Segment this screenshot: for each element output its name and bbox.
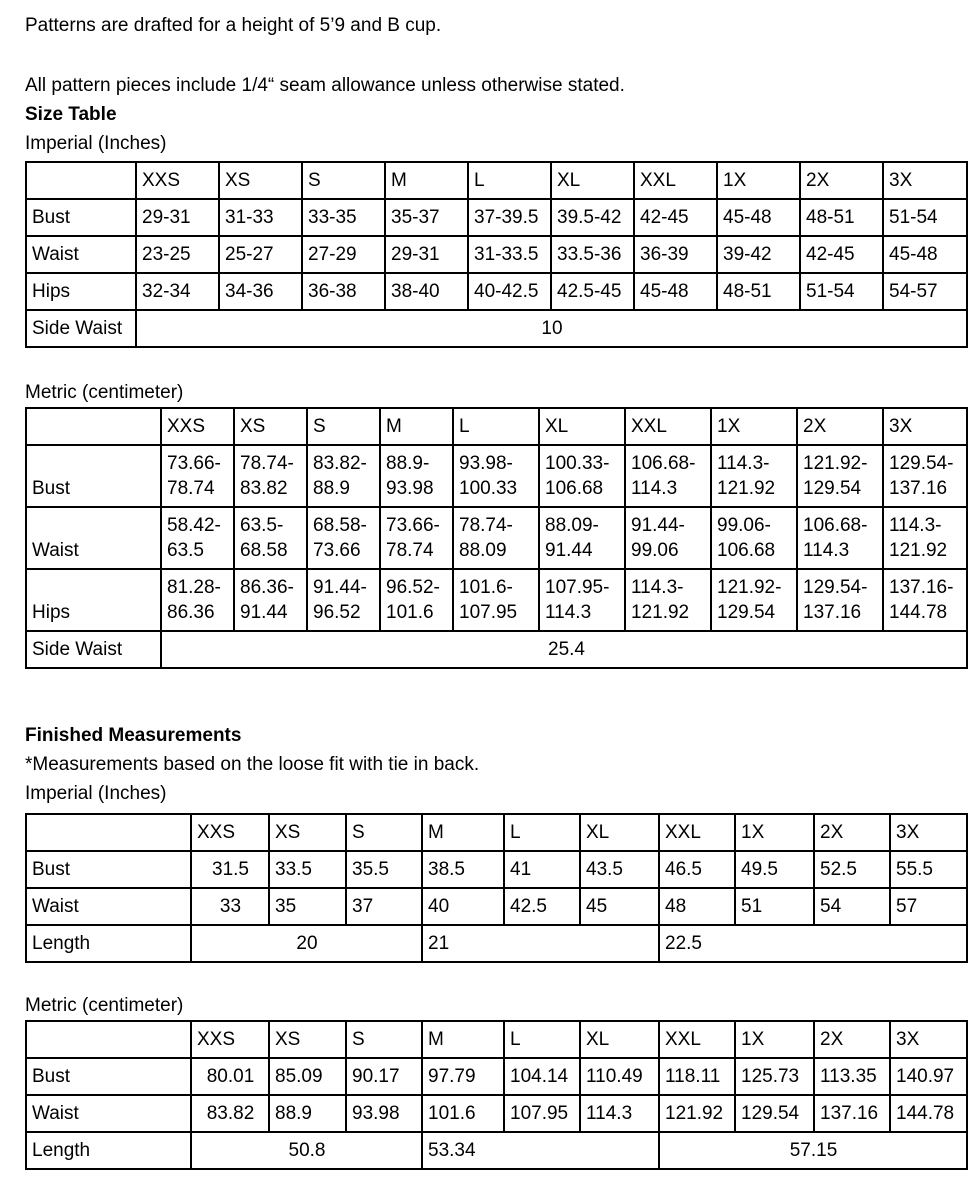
length-value-cell: 50.8	[191, 1132, 422, 1169]
measurement-cell: 37	[346, 888, 422, 925]
finished-imperial-unit-label: Imperial (Inches)	[25, 783, 167, 804]
measurement-cell: 25-27	[219, 236, 302, 273]
measurement-cell: 81.28-86.36	[161, 569, 234, 631]
measurement-cell: 45-48	[883, 236, 967, 273]
measurement-cell: 118.11	[659, 1058, 735, 1095]
measurement-cell: 114.3-121.92	[883, 507, 967, 569]
bust-row	[26, 445, 967, 507]
measurement-cell: 137.16	[814, 1095, 890, 1132]
waist-row	[26, 1095, 967, 1132]
measurement-cell: 48-51	[717, 273, 800, 310]
measurement-cell: 68.58-73.66	[307, 507, 380, 569]
size-header-row	[26, 814, 967, 851]
measurement-cell: 58.42-63.5	[161, 507, 234, 569]
measurement-cell: 100.33-106.68	[539, 445, 625, 507]
measurement-cell: 93.98-100.33	[453, 445, 539, 507]
row-label: Length	[26, 1132, 191, 1169]
waist-row	[26, 236, 967, 273]
measurement-cell: 31.5	[191, 851, 269, 888]
measurement-cell: 93.98	[346, 1095, 422, 1132]
measurement-cell: 55.5	[890, 851, 967, 888]
measurement-cell: 88.9-93.98	[380, 445, 453, 507]
hips-row	[26, 569, 967, 631]
measurement-cell: 101.6	[422, 1095, 504, 1132]
corner-cell	[26, 814, 191, 851]
measurement-cell: 23-25	[136, 236, 219, 273]
measurement-cell: 104.14	[504, 1058, 580, 1095]
length-value-cell: 21	[422, 925, 659, 962]
size-column-header: XXS	[191, 1021, 269, 1058]
measurement-cell: 37-39.5	[468, 199, 551, 236]
measurement-cell: 35-37	[385, 199, 468, 236]
measurement-cell: 78.74-83.82	[234, 445, 307, 507]
measurement-cell: 114.3	[580, 1095, 659, 1132]
measurement-cell: 54	[814, 888, 890, 925]
measurement-cell: 45-48	[634, 273, 717, 310]
row-label: Hips	[26, 273, 136, 310]
row-label: Bust	[26, 199, 136, 236]
measurement-cell: 97.79	[422, 1058, 504, 1095]
measurement-cell: 33	[191, 888, 269, 925]
length-value-cell: 57.15	[659, 1132, 967, 1169]
row-label: Side Waist	[26, 631, 161, 668]
measurement-cell: 113.35	[814, 1058, 890, 1095]
measurement-cell: 48	[659, 888, 735, 925]
measurement-cell: 51	[735, 888, 814, 925]
measurement-cell: 29-31	[385, 236, 468, 273]
size-column-header: 2X	[797, 408, 883, 445]
measurement-cell: 48-51	[800, 199, 883, 236]
size-column-header: XXL	[659, 814, 735, 851]
size-column-header: 2X	[800, 162, 883, 199]
measurement-cell: 78.74-88.09	[453, 507, 539, 569]
size-column-header: L	[504, 1021, 580, 1058]
size-column-header: 1X	[711, 408, 797, 445]
size-column-header: XXL	[659, 1021, 735, 1058]
measurement-cell: 83.82	[191, 1095, 269, 1132]
measurement-cell: 121.92-129.54	[711, 569, 797, 631]
size-column-header: M	[380, 408, 453, 445]
measurement-cell: 40	[422, 888, 504, 925]
measurement-cell: 129.54	[735, 1095, 814, 1132]
finished-measurements-imperial	[25, 813, 968, 963]
measurement-cell: 140.97	[890, 1058, 967, 1095]
side-waist-value-cell: 25.4	[161, 631, 967, 668]
corner-cell	[26, 162, 136, 199]
size-column-header: 2X	[814, 1021, 890, 1058]
size-column-header: XL	[539, 408, 625, 445]
measurement-cell: 27-29	[302, 236, 385, 273]
size-column-header: XXS	[136, 162, 219, 199]
side-waist-row	[26, 310, 967, 347]
measurement-cell: 38.5	[422, 851, 504, 888]
measurement-cell: 36-38	[302, 273, 385, 310]
measurement-cell: 33-35	[302, 199, 385, 236]
waist-row	[26, 888, 967, 925]
measurement-cell: 106.68-114.3	[797, 507, 883, 569]
row-label: Waist	[26, 1095, 191, 1132]
length-value-cell: 53.34	[422, 1132, 659, 1169]
size-column-header: XL	[551, 162, 634, 199]
measurement-cell: 39-42	[717, 236, 800, 273]
length-value-cell: 22.5	[659, 925, 967, 962]
size-column-header: S	[346, 814, 422, 851]
size-column-header: XL	[580, 1021, 659, 1058]
size-column-header: S	[346, 1021, 422, 1058]
size-table-imperial-unit-label: Imperial (Inches)	[25, 133, 167, 154]
bust-row	[26, 1058, 967, 1095]
measurement-cell: 106.68-114.3	[625, 445, 711, 507]
measurement-cell: 107.95-114.3	[539, 569, 625, 631]
finished-measurements-note: *Measurements based on the loose fit with tie in back.	[25, 754, 480, 775]
size-column-header: XS	[234, 408, 307, 445]
size-column-header: XS	[219, 162, 302, 199]
bust-row	[26, 199, 967, 236]
size-header-row	[26, 1021, 967, 1058]
side-waist-row	[26, 631, 967, 668]
measurement-cell: 51-54	[883, 199, 967, 236]
size-column-header: XXS	[161, 408, 234, 445]
intro-line-1: Patterns are drafted for a height of 5’9 and B cup.	[25, 15, 442, 36]
finished-measurements-metric	[25, 1020, 968, 1170]
size-column-header: 1X	[735, 1021, 814, 1058]
size-header-row	[26, 408, 967, 445]
measurement-cell: 42.5-45	[551, 273, 634, 310]
measurement-cell: 91.44-99.06	[625, 507, 711, 569]
measurement-cell: 80.01	[191, 1058, 269, 1095]
corner-cell	[26, 408, 161, 445]
measurement-cell: 42-45	[800, 236, 883, 273]
measurement-cell: 35	[269, 888, 346, 925]
measurement-cell: 73.66-78.74	[380, 507, 453, 569]
measurement-cell: 40-42.5	[468, 273, 551, 310]
measurement-cell: 96.52-101.6	[380, 569, 453, 631]
measurement-cell: 99.06-106.68	[711, 507, 797, 569]
row-label: Waist	[26, 888, 191, 925]
measurement-cell: 45-48	[717, 199, 800, 236]
row-label: Length	[26, 925, 191, 962]
measurement-cell: 101.6-107.95	[453, 569, 539, 631]
measurement-cell: 114.3-121.92	[711, 445, 797, 507]
size-column-header: 1X	[735, 814, 814, 851]
waist-row	[26, 507, 967, 569]
measurement-cell: 54-57	[883, 273, 967, 310]
measurement-cell: 107.95	[504, 1095, 580, 1132]
size-column-header: M	[422, 814, 504, 851]
measurement-cell: 86.36-91.44	[234, 569, 307, 631]
size-header-row	[26, 162, 967, 199]
measurement-cell: 33.5	[269, 851, 346, 888]
size-table-imperial	[25, 161, 968, 348]
intro-line-2: All pattern pieces include 1/4“ seam allowance unless otherwise stated.	[25, 75, 625, 96]
measurement-cell: 31-33	[219, 199, 302, 236]
measurement-cell: 121.92	[659, 1095, 735, 1132]
measurement-cell: 57	[890, 888, 967, 925]
measurement-cell: 38-40	[385, 273, 468, 310]
measurement-cell: 39.5-42	[551, 199, 634, 236]
measurement-cell: 125.73	[735, 1058, 814, 1095]
size-column-header: 3X	[883, 162, 967, 199]
size-column-header: XXS	[191, 814, 269, 851]
size-column-header: XL	[580, 814, 659, 851]
size-column-header: S	[302, 162, 385, 199]
size-column-header: L	[468, 162, 551, 199]
size-column-header: XXL	[634, 162, 717, 199]
size-column-header: 3X	[883, 408, 967, 445]
measurement-cell: 49.5	[735, 851, 814, 888]
size-column-header: S	[307, 408, 380, 445]
measurement-cell: 91.44-96.52	[307, 569, 380, 631]
measurement-cell: 42.5	[504, 888, 580, 925]
measurement-cell: 63.5-68.58	[234, 507, 307, 569]
measurement-cell: 46.5	[659, 851, 735, 888]
size-column-header: XS	[269, 1021, 346, 1058]
size-column-header: XS	[269, 814, 346, 851]
measurement-cell: 88.09-91.44	[539, 507, 625, 569]
measurement-cell: 33.5-36	[551, 236, 634, 273]
size-table-metric-unit-label: Metric (centimeter)	[25, 382, 184, 403]
row-label: Side Waist	[26, 310, 136, 347]
measurement-cell: 43.5	[580, 851, 659, 888]
measurement-cell: 73.66-78.74	[161, 445, 234, 507]
size-table-heading: Size Table	[25, 104, 117, 125]
size-column-header: L	[504, 814, 580, 851]
size-column-header: M	[385, 162, 468, 199]
length-value-cell: 20	[191, 925, 422, 962]
row-label: Hips	[26, 569, 161, 631]
row-label: Waist	[26, 507, 161, 569]
row-label: Waist	[26, 236, 136, 273]
size-column-header: M	[422, 1021, 504, 1058]
corner-cell	[26, 1021, 191, 1058]
size-column-header: 2X	[814, 814, 890, 851]
measurement-cell: 29-31	[136, 199, 219, 236]
row-label: Bust	[26, 1058, 191, 1095]
measurement-cell: 129.54-137.16	[883, 445, 967, 507]
measurement-cell: 144.78	[890, 1095, 967, 1132]
length-row	[26, 925, 967, 962]
size-column-header: 3X	[890, 1021, 967, 1058]
bust-row	[26, 851, 967, 888]
measurement-cell: 110.49	[580, 1058, 659, 1095]
size-column-header: XXL	[625, 408, 711, 445]
side-waist-value-cell: 10	[136, 310, 967, 347]
measurement-cell: 129.54-137.16	[797, 569, 883, 631]
measurement-cell: 32-34	[136, 273, 219, 310]
size-column-header: 1X	[717, 162, 800, 199]
measurement-cell: 52.5	[814, 851, 890, 888]
measurement-cell: 35.5	[346, 851, 422, 888]
measurement-cell: 51-54	[800, 273, 883, 310]
finished-metric-unit-label: Metric (centimeter)	[25, 995, 184, 1016]
measurement-cell: 42-45	[634, 199, 717, 236]
measurement-cell: 31-33.5	[468, 236, 551, 273]
measurement-cell: 36-39	[634, 236, 717, 273]
row-label: Bust	[26, 445, 161, 507]
measurement-cell: 114.3-121.92	[625, 569, 711, 631]
size-table-metric	[25, 407, 968, 669]
row-label: Bust	[26, 851, 191, 888]
measurement-cell: 88.9	[269, 1095, 346, 1132]
length-row	[26, 1132, 967, 1169]
measurement-cell: 121.92-129.54	[797, 445, 883, 507]
measurement-cell: 45	[580, 888, 659, 925]
measurement-cell: 34-36	[219, 273, 302, 310]
measurement-cell: 85.09	[269, 1058, 346, 1095]
measurement-cell: 83.82-88.9	[307, 445, 380, 507]
measurement-cell: 41	[504, 851, 580, 888]
measurement-cell: 90.17	[346, 1058, 422, 1095]
finished-measurements-heading: Finished Measurements	[25, 725, 242, 746]
size-column-header: L	[453, 408, 539, 445]
measurement-cell: 137.16-144.78	[883, 569, 967, 631]
size-column-header: 3X	[890, 814, 967, 851]
hips-row	[26, 273, 967, 310]
